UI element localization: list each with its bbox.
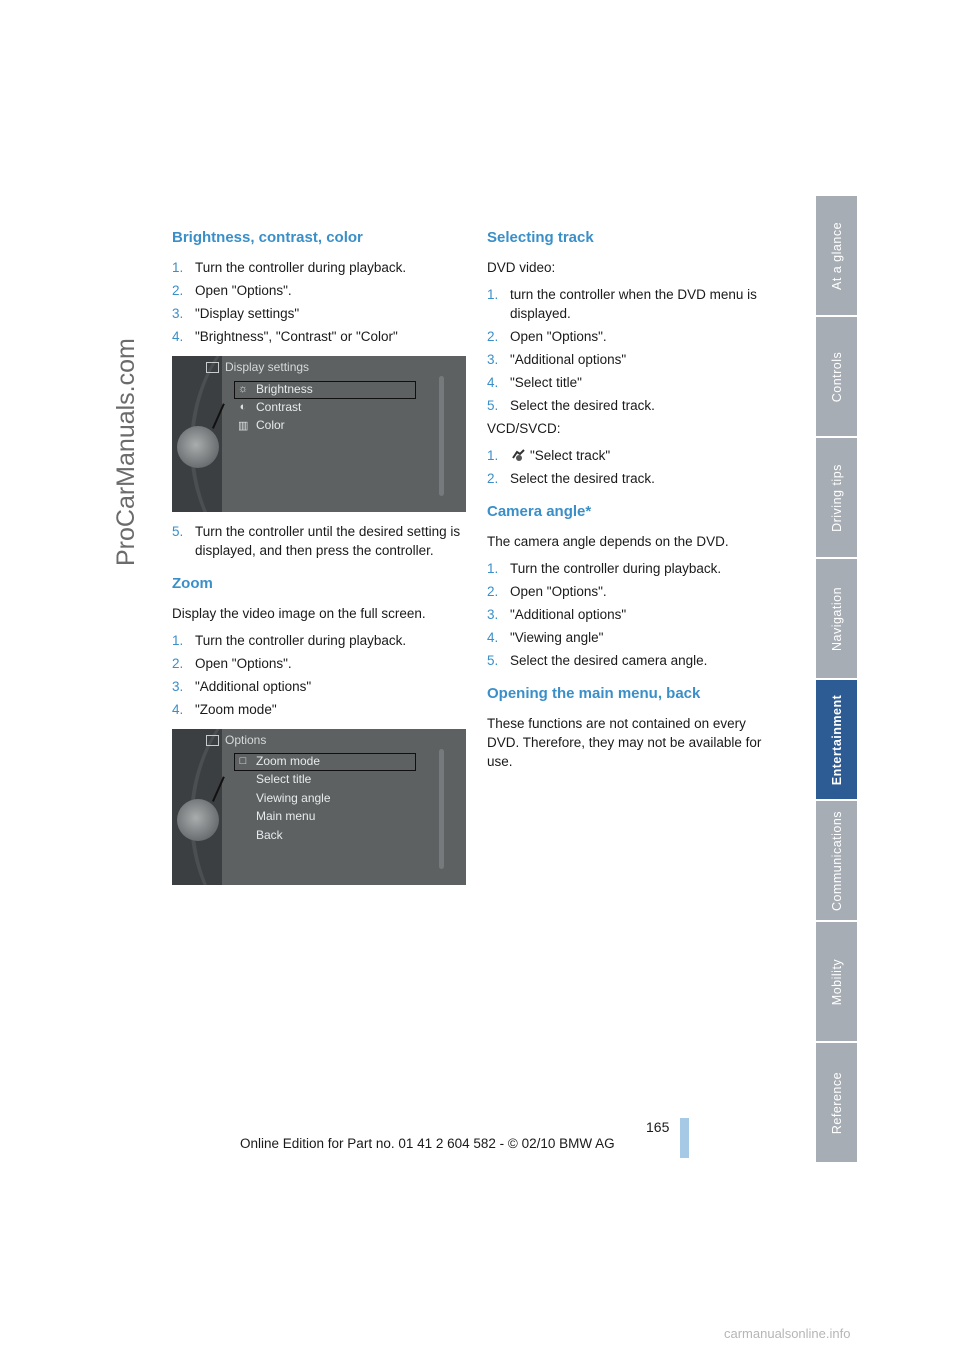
- list-item: [172, 700, 466, 719]
- zoom-steps: [172, 631, 466, 719]
- step-text: Turn the controller during playback.: [195, 260, 407, 275]
- page-marker-bar: [680, 1118, 689, 1158]
- tab-entertainment[interactable]: [816, 680, 857, 801]
- step-number: 3.: [487, 607, 499, 622]
- checkbox-icon: □: [239, 755, 247, 767]
- step-number: 3.: [172, 679, 184, 694]
- page-number: 165: [646, 1119, 670, 1135]
- right-column: [487, 228, 781, 779]
- screen-menu-label: Color: [256, 418, 285, 432]
- tab-label: Reference: [829, 1071, 844, 1134]
- screen-menu-item: [256, 809, 315, 823]
- step-number: 1.: [487, 287, 499, 302]
- step-number: 3.: [172, 306, 184, 321]
- dvd-steps: [487, 285, 781, 415]
- list-item: [487, 469, 781, 488]
- step-number: 2.: [172, 656, 184, 671]
- settings-icon: [206, 362, 219, 373]
- step-text: "Additional options": [195, 679, 312, 694]
- section-heading-main-menu: Opening the main menu, back: [487, 685, 701, 702]
- step-text: Open "Options".: [195, 283, 292, 298]
- tab-communications[interactable]: [816, 801, 857, 922]
- list-item: [487, 605, 781, 624]
- step-text: turn the controller when the DVD menu is displayed.: [510, 287, 757, 321]
- brightness-step5: [172, 522, 466, 560]
- chapter-tabs: [816, 196, 857, 1164]
- list-item: [487, 559, 781, 578]
- step-number: 4.: [172, 329, 184, 344]
- screen-scroll-rail: [439, 376, 444, 496]
- screen-scroll-rail: [439, 749, 444, 869]
- section-heading-brightness: Brightness, contrast, color: [172, 229, 363, 246]
- screen-title: [206, 360, 309, 374]
- tab-reference[interactable]: [816, 1043, 857, 1164]
- screen-menu-item: [238, 418, 285, 432]
- tab-label: Controls: [829, 351, 844, 402]
- step-text: "Additional options": [510, 607, 627, 622]
- list-item: [487, 628, 781, 647]
- list-item: [172, 522, 466, 560]
- step-number: 1.: [487, 448, 499, 463]
- main-menu-body: These functions are not contained on every DVD. Therefore, they may not be available for use.: [487, 716, 762, 769]
- screen-menu-item: [238, 382, 313, 396]
- step-number: 5.: [487, 398, 499, 413]
- screen-menu-label: Brightness: [256, 382, 313, 396]
- tab-label: Driving tips: [829, 463, 844, 532]
- list-item: [487, 285, 781, 323]
- list-item: [487, 582, 781, 601]
- tab-controls[interactable]: [816, 317, 857, 438]
- tab-driving-tips[interactable]: [816, 438, 857, 559]
- step-text: Turn the controller until the desired setting is displayed, and then press the controller.: [195, 524, 461, 558]
- screen-menu-label: Contrast: [256, 400, 302, 414]
- step-text: Select the desired camera angle.: [510, 653, 708, 668]
- step-text: Turn the controller during playback.: [195, 633, 407, 648]
- step-number: 1.: [487, 561, 499, 576]
- screen-menu-label: Viewing angle: [256, 791, 331, 805]
- vcd-label: VCD/SVCD:: [487, 421, 561, 436]
- list-item: [172, 258, 466, 277]
- step-text: Open "Options".: [510, 329, 607, 344]
- step-text: Select the desired track.: [510, 471, 655, 486]
- list-item: [172, 654, 466, 673]
- step-text: Open "Options".: [510, 584, 607, 599]
- tab-navigation[interactable]: [816, 559, 857, 680]
- screen-menu-label: Zoom mode: [256, 754, 321, 768]
- left-column: [172, 228, 466, 895]
- step-number: 5.: [172, 524, 184, 539]
- list-item: [487, 396, 781, 415]
- step-text-label: "Select track": [530, 448, 611, 463]
- step-text: "Zoom mode": [195, 702, 277, 717]
- section-heading-camera-angle: Camera angle*: [487, 503, 592, 520]
- screen-title: [206, 733, 266, 747]
- list-item: [487, 350, 781, 369]
- contrast-icon: ◐: [239, 401, 247, 413]
- screen-title-text: Display settings: [225, 360, 310, 374]
- step-text: [510, 446, 781, 465]
- step-number: 2.: [172, 283, 184, 298]
- screen-menu-item: [256, 791, 331, 805]
- screen-title-text: Options: [225, 733, 267, 747]
- tab-label: Communications: [829, 810, 844, 911]
- controller-knob-icon: [177, 426, 219, 468]
- list-item: [487, 446, 781, 465]
- tab-label: Entertainment: [829, 694, 844, 785]
- list-item: [172, 281, 466, 300]
- side-watermark: ProCarManuals.com: [112, 338, 140, 566]
- step-text: Turn the controller during playback.: [510, 561, 722, 576]
- list-item: [172, 327, 466, 346]
- footer-text: Online Edition for Part no. 01 41 2 604 582 - © 02/10 BMW AG: [240, 1136, 615, 1151]
- list-item: [487, 651, 781, 670]
- color-icon: ▥: [238, 419, 249, 432]
- step-number: 5.: [487, 653, 499, 668]
- dvd-video-label: DVD video:: [487, 260, 556, 275]
- step-number: 2.: [487, 329, 499, 344]
- camera-steps: [487, 559, 781, 670]
- step-text: "Display settings": [195, 306, 300, 321]
- list-item: [172, 677, 466, 696]
- screen-menu-label: Select title: [256, 772, 312, 786]
- screen-menu-item: [238, 754, 320, 768]
- step-number: 2.: [487, 584, 499, 599]
- brightness-steps: [172, 258, 466, 346]
- controller-knob-icon: [177, 799, 219, 841]
- camera-intro: The camera angle depends on the DVD.: [487, 534, 729, 549]
- tab-at-a-glance[interactable]: [816, 196, 857, 317]
- display-settings-screenshot: [172, 356, 466, 512]
- step-number: 4.: [487, 630, 499, 645]
- screen-menu-item: [238, 400, 301, 414]
- list-item: [487, 373, 781, 392]
- vcd-steps: [487, 446, 781, 488]
- section-heading-selecting-track: Selecting track: [487, 229, 594, 246]
- zoom-intro: Display the video image on the full screen.: [172, 606, 426, 621]
- tab-label: At a glance: [829, 221, 844, 290]
- list-item: [487, 327, 781, 346]
- step-number: 2.: [487, 471, 499, 486]
- screen-menu-item: [256, 772, 311, 786]
- list-item: [172, 631, 466, 650]
- step-text: Select the desired track.: [510, 398, 655, 413]
- step-number: 4.: [172, 702, 184, 717]
- sun-icon: ☼: [238, 383, 249, 395]
- step-text: Open "Options".: [195, 656, 292, 671]
- tab-label: Mobility: [829, 958, 844, 1005]
- step-text: "Brightness", "Contrast" or "Color": [195, 329, 398, 344]
- tab-label: Navigation: [829, 586, 844, 651]
- screen-menu-item: [256, 828, 283, 842]
- step-number: 1.: [172, 260, 184, 275]
- list-item: [172, 304, 466, 323]
- bottom-watermark: carmanualsonline.info: [724, 1326, 851, 1341]
- screen-curve: [190, 356, 454, 512]
- options-screenshot: [172, 729, 466, 885]
- step-number: 4.: [487, 375, 499, 390]
- options-icon: [206, 735, 219, 746]
- screen-menu-label: Back: [256, 828, 283, 842]
- step-number: 1.: [172, 633, 184, 648]
- step-text: "Additional options": [510, 352, 627, 367]
- step-text: "Viewing angle": [510, 630, 604, 645]
- section-heading-zoom: Zoom: [172, 575, 213, 592]
- controller-icon: [510, 448, 528, 462]
- tab-mobility[interactable]: [816, 922, 857, 1043]
- step-number: 3.: [487, 352, 499, 367]
- step-text: "Select title": [510, 375, 582, 390]
- screen-menu-label: Main menu: [256, 809, 316, 823]
